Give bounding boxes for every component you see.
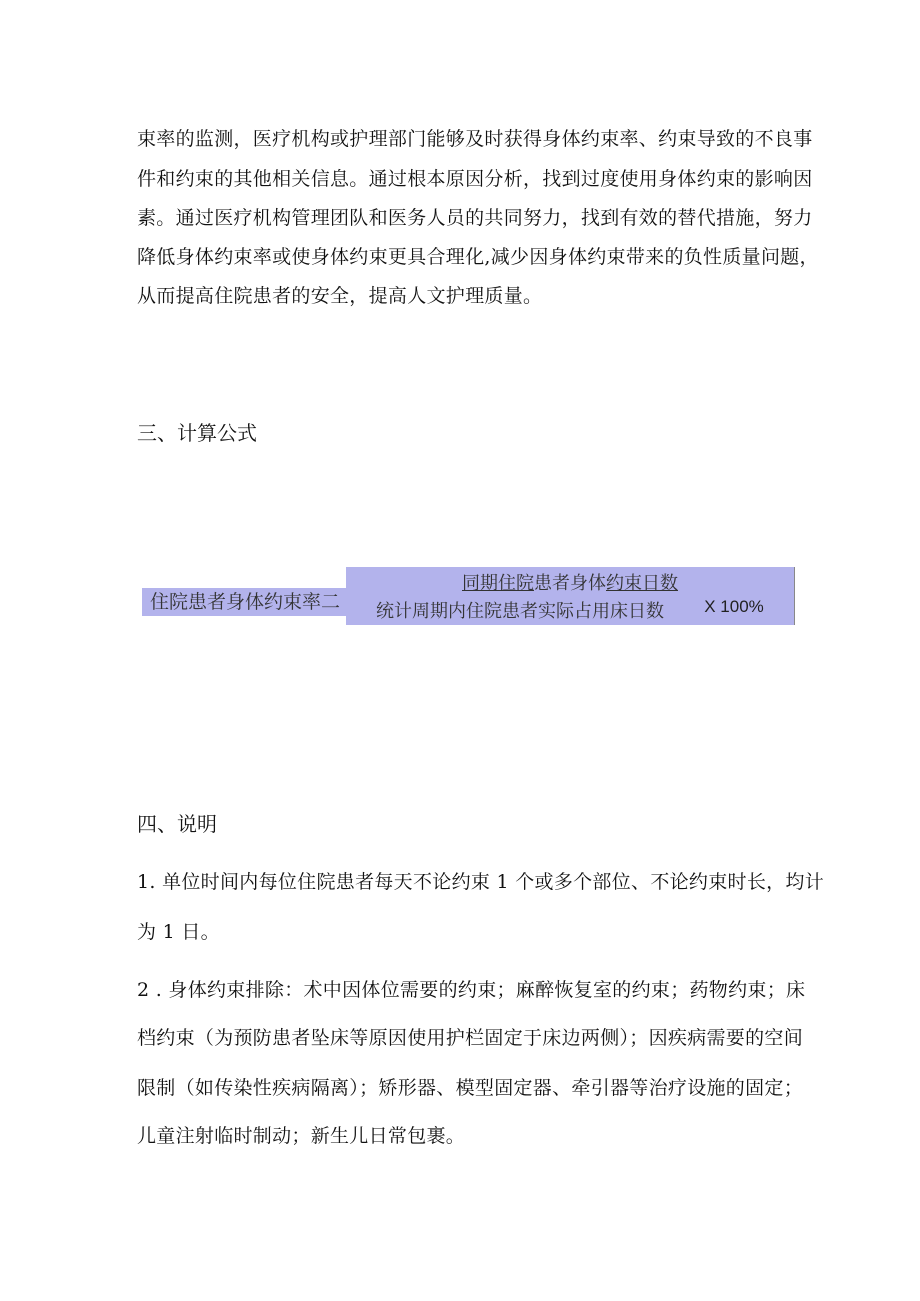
numerator-part: 约束日数 [606,573,678,594]
section-3-heading: 三、计算公式 [137,421,257,445]
formula-label: 住院患者身体约束率二 [142,588,352,616]
formula-multiplier: X 100% [696,596,772,618]
formula-denominator: 统计周期内住院患者实际占用床日数 [376,601,664,622]
intro-line: 降低身体约束率或使身体约束更具合理化,减少因身体约束带来的负性质量问题， [137,246,819,268]
note-line: 档约束（为预防患者坠床等原因使用护栏固定于床边两侧）；因疾病需要的空间 [137,1027,804,1049]
formula-numerator [346,573,794,595]
numerator-part: 患者身体 [534,573,606,594]
numerator-part: 同期住院 [462,573,534,594]
note-line: 2 . 身体约束排除：术中因体位需要的约束；麻醉恢复室的约束；药物约束；床 [137,979,806,1001]
note-line: 1. 单位时间内每位住院患者每天不论约束 1 个或多个部位、不论约束时长，均计 [137,871,825,893]
section-4-heading: 四、说明 [137,812,217,836]
intro-line: 从而提高住院患者的安全，提高人文护理质量。 [137,285,543,307]
note-line: 为 1 日。 [137,921,220,943]
formula-multiplier-box [696,596,772,618]
intro-line: 束率的监测，医疗机构或护理部门能够及时获得身体约束率、约束导致的不良事 [137,128,813,150]
formula-fraction [346,567,795,625]
intro-line: 素。通过医疗机构管理团队和医务人员的共同努力，找到有效的替代措施，努力 [137,207,813,229]
intro-line: 件和约束的其他相关信息。通过根本原因分析，找到过度使用身体约束的影响因 [137,168,813,190]
note-line: 儿童注射临时制动；新生儿日常包裹。 [137,1125,466,1147]
note-line: 限制（如传染性疾病隔离）；矫形器、模型固定器、牵引器等治疗设施的固定； [137,1077,804,1099]
